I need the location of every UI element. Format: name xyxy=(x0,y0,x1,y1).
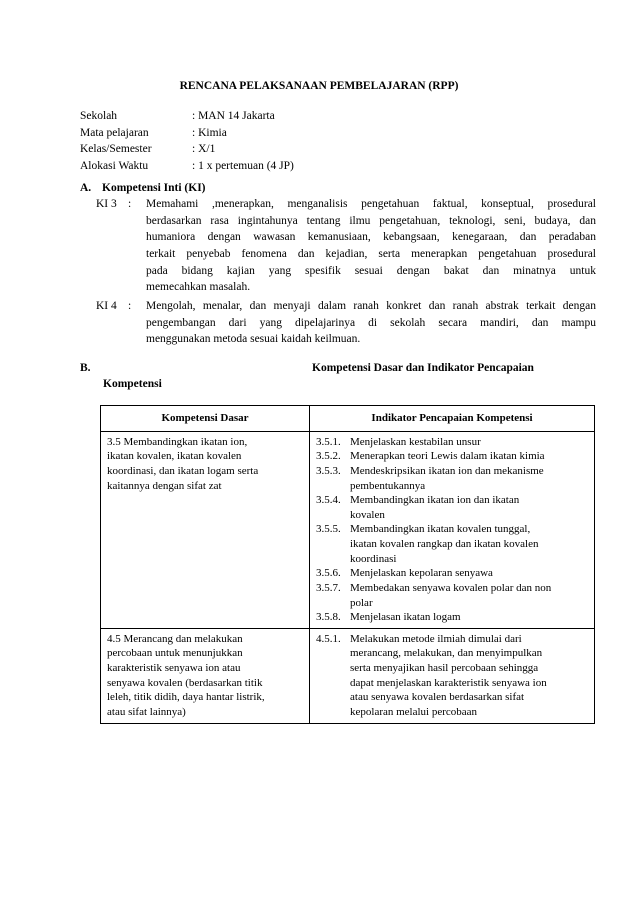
indicator-item xyxy=(316,632,588,720)
indicator-number: 3.5.6. xyxy=(316,567,341,580)
identity-value: : MAN 14 Jakarta xyxy=(192,110,275,122)
section-b-title: Kompetensi Dasar dan Indikator Pencapaian xyxy=(312,362,534,374)
ki4-line: menggunakan metoda sesuai kaidah keilmuan. xyxy=(146,333,361,346)
ki3-line: humaniora dengan wawasan kemanusiaan, kebangsaan, kenegaraan, dan peradaban xyxy=(146,231,596,244)
table-header-indicator: Indikator Pencapaian Kompetensi xyxy=(310,406,595,432)
identity-value: : X/1 xyxy=(192,143,216,155)
ki3-colon: : xyxy=(128,198,132,210)
indicator-number: 4.5.1. xyxy=(316,632,341,645)
kd-line: ikatan kovalen, ikatan kovalen xyxy=(107,450,242,463)
identity-row xyxy=(80,158,294,175)
kd-line: koordinasi, dan ikatan logam serta xyxy=(107,464,259,477)
kd-line: kaitannya dengan sifat zat xyxy=(107,479,222,492)
indicator-number: 3.5.7. xyxy=(316,581,341,594)
competency-table xyxy=(100,405,595,724)
indicator-number: 3.5.8. xyxy=(316,611,341,624)
indicator-text: dapat menjelaskan karakteristik senyawa ion xyxy=(350,676,547,689)
indicator-item xyxy=(316,610,588,625)
ki4-line: pengembangan dari yang dipelajarinya di sekolah secara mandiri, dan mampu xyxy=(146,316,596,329)
indicator-number: 3.5.1. xyxy=(316,435,341,448)
identity-row xyxy=(80,125,294,142)
indicator-text: Melakukan metode ilmiah dimulai dari xyxy=(350,632,522,645)
indicator-text: serta menyajikan hasil percobaan sehingga xyxy=(350,662,539,674)
kd-line: percobaan untuk menunjukkan xyxy=(107,647,243,660)
indicator-item xyxy=(316,566,588,581)
indicator-text: pembentukannya xyxy=(350,479,426,492)
indicator-text: Menjelaskan kepolaran senyawa xyxy=(350,567,493,580)
ki3-line: Memahami ,menerapkan, menganalisis pengetahuan faktual, konseptual, prosedural xyxy=(146,198,596,210)
identity-row xyxy=(80,108,294,125)
indicator-number: 3.5.4. xyxy=(316,494,341,507)
ki4-colon: : xyxy=(128,300,132,312)
section-a-number: A. xyxy=(80,182,92,194)
indicator-text: polar xyxy=(350,596,373,609)
section-b-title-continued: Kompetensi xyxy=(103,378,162,390)
ki4-line: Mengolah, menalar, dan menyaji dalam ranah konkret dan ranah abstrak terkait dengan xyxy=(146,300,596,312)
identity-label: Kelas/Semester xyxy=(80,143,152,155)
kd-line: 3.5 Membandingkan ikatan ion, xyxy=(107,435,248,448)
indicator-text: Membandingkan ikatan kovalen tunggal, xyxy=(350,523,531,536)
ki3-line: memecahkan masalah. xyxy=(146,281,251,294)
section-b-number: B. xyxy=(80,362,91,374)
indicator-text: Menjelaskan kestabilan unsur xyxy=(350,435,481,448)
document-title: RENCANA PELAKSANAAN PEMBELAJARAN (RPP) xyxy=(179,80,459,92)
kd-line: leleh, titik didih, daya hantar listrik, xyxy=(107,691,265,704)
indicator-text: Menerapkan teori Lewis dalam ikatan kimia xyxy=(350,450,545,463)
table-header-row xyxy=(101,406,595,432)
section-a-heading xyxy=(80,180,206,197)
indicator-item xyxy=(316,522,588,566)
indicator-number: 3.5.5. xyxy=(316,523,341,536)
section-a-title: Kompetensi Inti (KI) xyxy=(102,182,206,194)
identity-block xyxy=(80,108,294,174)
indicator-text: kepolaran melalui percobaan xyxy=(350,705,478,718)
kd-line: senyawa kovalen (berdasarkan titik xyxy=(107,676,263,689)
ki3-block xyxy=(96,196,596,296)
identity-label: Sekolah xyxy=(80,110,118,122)
identity-label: Mata pelajaran xyxy=(80,126,149,139)
indicator-item xyxy=(316,464,588,493)
indicator-text: kovalen xyxy=(350,508,385,521)
indicator-cell xyxy=(310,431,595,628)
table-row xyxy=(101,431,595,628)
indicator-item xyxy=(316,493,588,522)
indicator-item xyxy=(316,581,588,610)
identity-row xyxy=(80,141,294,158)
kd-line: 4.5 Merancang dan melakukan xyxy=(107,632,243,645)
kd-cell xyxy=(101,628,310,723)
indicator-cell xyxy=(310,628,595,723)
indicator-item xyxy=(316,449,588,464)
ki4-code: KI 4 xyxy=(96,300,117,312)
ki3-line: terkait penyebab fenomena dan kejadian, serta menerapkan pengetahuan prosedural xyxy=(146,248,596,261)
identity-value: : Kimia xyxy=(192,126,227,139)
kd-cell xyxy=(101,431,310,628)
indicator-text: Mendeskripsikan ikatan ion dan mekanisme xyxy=(350,464,544,477)
indicator-item xyxy=(316,435,588,450)
ki3-code: KI 3 xyxy=(96,198,117,210)
indicator-number: 3.5.3. xyxy=(316,464,341,477)
ki4-block xyxy=(96,298,596,348)
kd-line: karakteristik senyawa ion atau xyxy=(107,662,241,674)
ki3-line: pada bidang kajian yang spesifik sesuai dengan bakat dan minatnya untuk xyxy=(146,264,596,277)
indicator-text: ikatan kovalen rangkap dan ikatan kovalen xyxy=(350,538,539,550)
indicator-text: Membedakan senyawa kovalen polar dan non xyxy=(350,581,552,594)
identity-value: : 1 x pertemuan (4 JP) xyxy=(192,159,294,172)
indicator-text: atau senyawa kovalen berdasarkan sifat xyxy=(350,691,525,704)
indicator-number: 3.5.2. xyxy=(316,450,341,463)
identity-label: Alokasi Waktu xyxy=(80,159,149,172)
kd-line: atau sifat lainnya) xyxy=(107,705,186,718)
table-row xyxy=(101,628,595,723)
indicator-text: koordinasi xyxy=(350,552,397,565)
ki3-line: berdasarkan rasa ingintahunya tentang ilmu pengetahuan, teknologi, seni, budaya, dan xyxy=(146,214,596,227)
table-header-kd: Kompetensi Dasar xyxy=(101,406,310,432)
indicator-text: merancang, melakukan, dan menyimpulkan xyxy=(350,647,543,660)
indicator-text: Membandingkan ikatan ion dan ikatan xyxy=(350,494,520,507)
indicator-text: Menjelasan ikatan logam xyxy=(350,611,461,624)
